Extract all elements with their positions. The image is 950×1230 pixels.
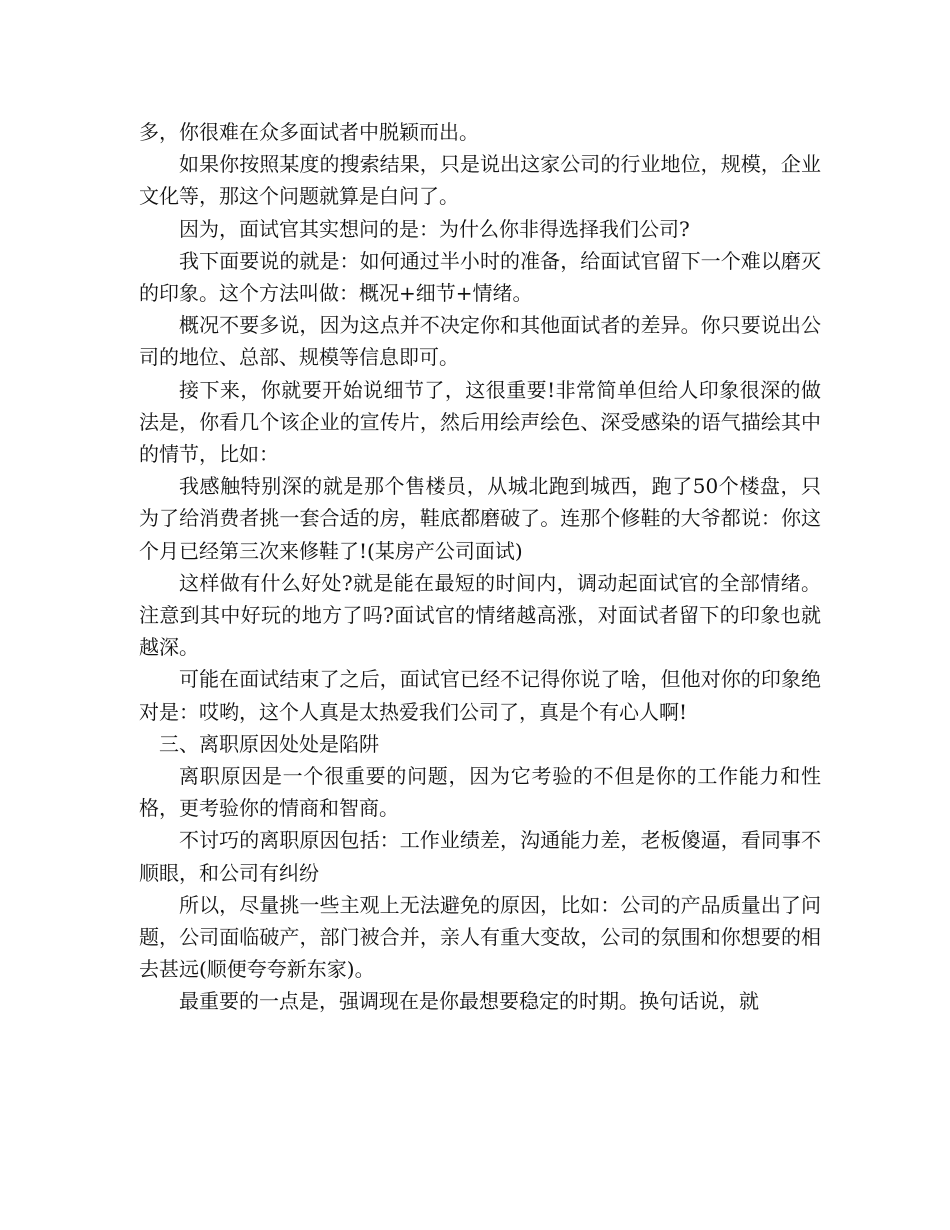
paragraph: 离职原因是一个很重要的问题，因为它考验的不但是你的工作能力和性格，更考验你的情商和智商。 xyxy=(139,764,821,821)
paragraph-continuation: 多，你很难在众多面试者中脱颖而出。 xyxy=(139,120,479,144)
paragraph: 可能在面试结束了之后，面试官已经不记得你说了啥，但他对你的印象绝对是：哎哟，这个人真是太热爱我们公司了，真是个有心人啊! xyxy=(139,667,821,724)
paragraph: 所以，尽量挑一些主观上无法避免的原因，比如：公司的产品质量出了问题，公司面临破产，部门被合并，亲人有重大变故，公司的氛围和你想要的相去甚远(顺便夸夸新东家)。 xyxy=(139,892,821,982)
paragraph: 如果你按照某度的搜索结果，只是说出这家公司的行业地位，规模，企业文化等，那这个问题就算是白问了。 xyxy=(139,152,821,209)
paragraph: 不讨巧的离职原因包括：工作业绩差，沟通能力差，老板傻逼，看同事不顺眼，和公司有纠纷 xyxy=(139,828,821,885)
document-body xyxy=(139,116,821,1018)
paragraph: 我下面要说的就是：如何通过半小时的准备，给面试官留下一个难以磨灭的印象。这个方法叫做：概况+细节+情绪。 xyxy=(139,248,821,306)
paragraph: 概况不要多说，因为这点并不决定你和其他面试者的差异。你只要说出公司的地位、总部、规模等信息即可。 xyxy=(139,313,821,370)
paragraph: 这样做有什么好处?就是能在最短的时间内，调动起面试官的全部情绪。注意到其中好玩的地方了吗?面试官的情绪越高涨，对面试者留下的印象也就越深。 xyxy=(139,570,821,660)
paragraph: 最重要的一点是，强调现在是你最想要稳定的时期。换句话说，就 xyxy=(179,989,759,1014)
paragraph: 我感触特别深的就是那个售楼员，从城北跑到城西，跑了50个楼盘，只为了给消费者挑一套合适的房，鞋底都磨破了。连那个修鞋的大爷都说：你这个月已经第三次来修鞋了!(某房产公司面试) xyxy=(139,474,821,563)
paragraph: 接下来，你就要开始说细节了，这很重要!非常简单但给人印象很深的做法是，你看几个该企业的宣传片，然后用绘声绘色、深受感染的语气描绘其中的情节，比如： xyxy=(139,377,821,467)
section-heading: 三、离职原因处处是陷阱 xyxy=(159,731,379,756)
paragraph: 因为，面试官其实想问的是：为什么你非得选择我们公司? xyxy=(179,216,690,241)
